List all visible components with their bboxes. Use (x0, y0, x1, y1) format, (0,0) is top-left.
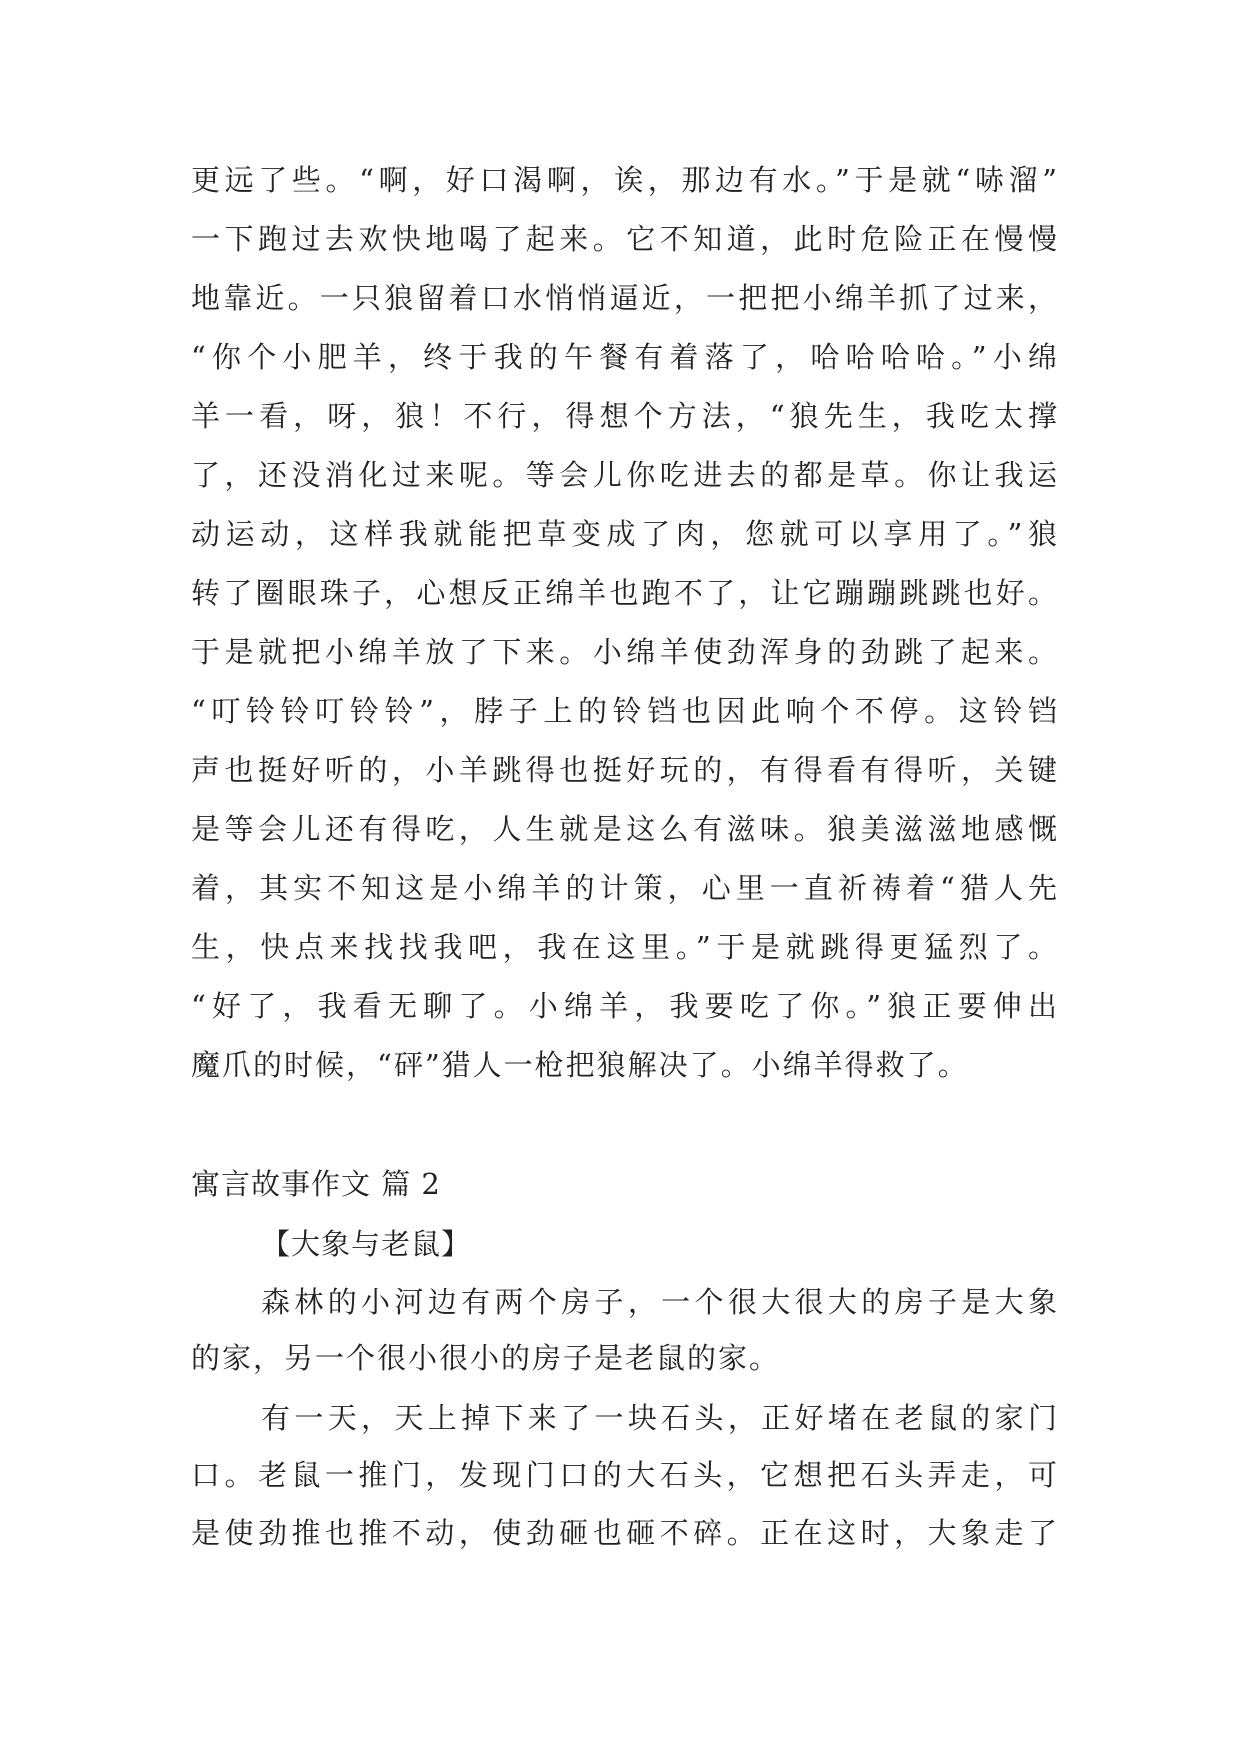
section-heading: 寓言故事作文 篇 2 (191, 1167, 441, 1201)
text-line: 森林的小河边有两个房子，一个很大很大的房子是大象 (261, 1285, 1057, 1319)
text-line: 的家，另一个很小很小的房子是老鼠的家。 (191, 1341, 781, 1375)
text-line: 魔爪的时候，“砰”猎人一枪把狼解决了。小绵羊得救了。 (191, 1048, 969, 1082)
text-line: 声也挺好听的，小羊跳得也挺好玩的，有得看有得听，关键 (191, 753, 1057, 787)
text-line: “叮铃铃叮铃铃”，脖子上的铃铛也因此响个不停。这铃铛 (191, 694, 1057, 728)
text-line: 羊一看，呀，狼！不行，得想个方法，“狼先生，我吃太撑 (191, 399, 1057, 433)
text-line: 动运动，这样我就能把草变成了肉，您就可以享用了。”狼 (191, 517, 1057, 551)
text-line: 一下跑过去欢快地喝了起来。它不知道，此时危险正在慢慢 (191, 222, 1057, 256)
text-line: “好了，我看无聊了。小绵羊，我要吃了你。”狼正要伸出 (191, 989, 1057, 1023)
story-title: 【大象与老鼠】 (261, 1227, 472, 1261)
text-line: 了，还没消化过来呢。等会儿你吃进去的都是草。你让我运 (191, 458, 1057, 492)
text-line: 于是就把小绵羊放了下来。小绵羊使劲浑身的劲跳了起来。 (191, 635, 1057, 669)
text-line: 有一天，天上掉下来了一块石头，正好堵在老鼠的家门 (261, 1401, 1057, 1435)
text-line: 生，快点来找找我吧，我在这里。”于是就跳得更猛烈了。 (191, 930, 1057, 964)
text-line: 转了圈眼珠子，心想反正绵羊也跑不了，让它蹦蹦跳跳也好。 (191, 576, 1057, 610)
text-line: 地靠近。一只狼留着口水悄悄逼近，一把把小绵羊抓了过来， (191, 281, 1057, 315)
text-line: 着，其实不知这是小绵羊的计策，心里一直祈祷着“猎人先 (191, 871, 1057, 905)
text-line: “你个小肥羊，终于我的午餐有着落了，哈哈哈哈。”小绵 (191, 340, 1057, 374)
text-line: 更远了些。“啊，好口渴啊，诶，那边有水。”于是就“哧溜” (191, 163, 1057, 197)
text-line: 是等会儿还有得吃，人生就是这么有滋味。狼美滋滋地感慨 (191, 812, 1057, 846)
text-line: 口。老鼠一推门，发现门口的大石头，它想把石头弄走，可 (191, 1458, 1057, 1492)
text-line: 是使劲推也推不动，使劲砸也砸不碎。正在这时，大象走了 (191, 1516, 1057, 1550)
